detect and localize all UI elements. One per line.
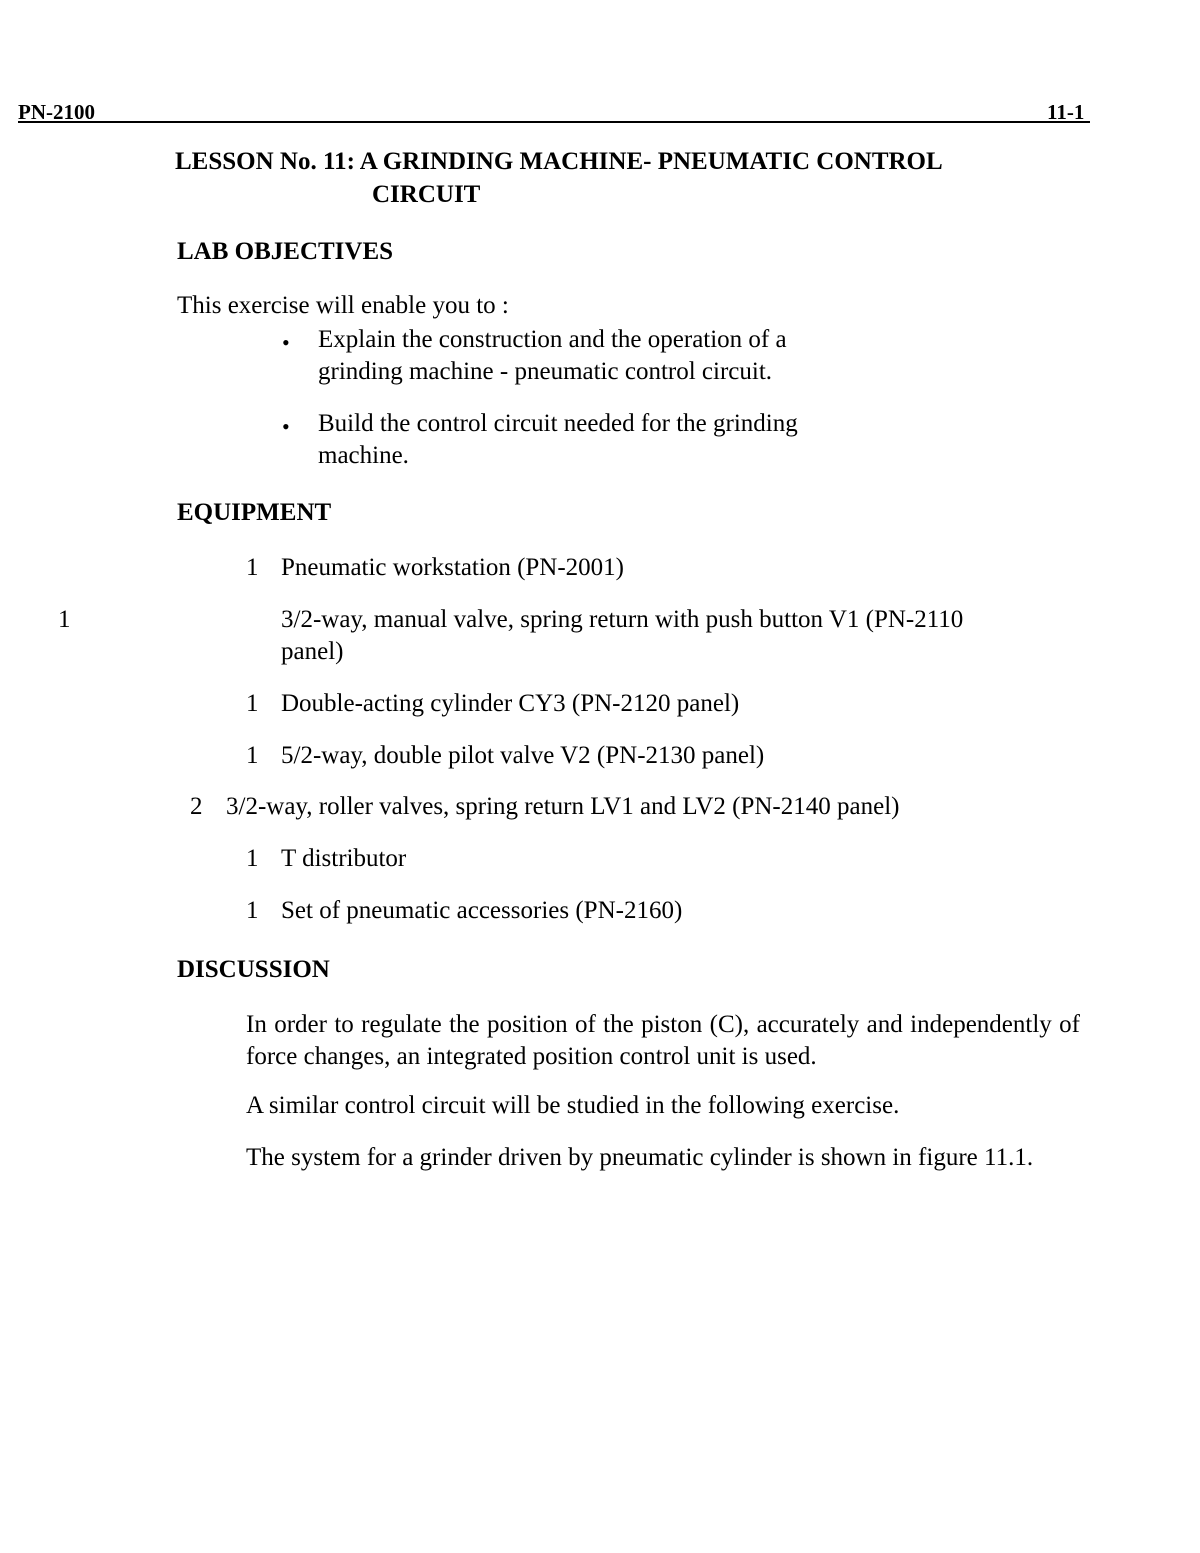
objective-1-line-1: Explain the construction and the operation of a: [318, 326, 787, 353]
equipment-item: Pneumatic workstation (PN-2001): [281, 554, 625, 581]
objective-1-line-2: grinding machine - pneumatic control circuit.: [318, 358, 773, 385]
objective-2-line-2: machine.: [318, 442, 409, 469]
discussion-paragraph: The system for a grinder driven by pneumatic cylinder is shown in figure 11.1.: [246, 1144, 1034, 1171]
bullet-icon: •: [282, 414, 290, 439]
discussion-paragraph: In order to regulate the position of the piston (C), accurately and independently of force changes, an integrated position control unit is used.: [246, 1011, 1080, 1070]
lab-objectives-heading: LAB OBJECTIVES: [177, 238, 394, 265]
lesson-title-line-1: LESSON No. 11: A GRINDING MACHINE- PNEUMATIC CONTROL: [175, 148, 943, 175]
equipment-qty: 1: [246, 554, 259, 581]
equipment-item: 3/2-way, manual valve, spring return with push button V1 (PN-2110: [281, 606, 964, 633]
equipment-qty: 1: [246, 897, 259, 924]
equipment-item: 5/2-way, double pilot valve V2 (PN-2130 panel): [281, 742, 765, 769]
equipment-item: Double-acting cylinder CY3 (PN-2120 panel): [281, 690, 740, 717]
equipment-item: Set of pneumatic accessories (PN-2160): [281, 897, 683, 924]
equipment-item-continued: panel): [281, 638, 344, 665]
discussion-paragraph: A similar control circuit will be studied in the following exercise.: [246, 1092, 900, 1119]
equipment-item: 3/2-way, roller valves, spring return LV1 and LV2 (PN-2140 panel): [226, 793, 900, 820]
equipment-item: T distributor: [281, 845, 407, 872]
page-number: 11-1: [1047, 100, 1085, 124]
document-code: PN-2100: [18, 100, 95, 124]
equipment-qty: 1: [58, 606, 71, 633]
equipment-qty: 2: [190, 793, 203, 820]
equipment-heading: EQUIPMENT: [177, 499, 332, 526]
lesson-title-line-2: CIRCUIT: [372, 181, 481, 208]
equipment-qty: 1: [246, 742, 259, 769]
objective-2-line-1: Build the control circuit needed for the grinding: [318, 410, 798, 437]
bullet-icon: •: [282, 330, 290, 355]
header-rule: [18, 121, 1090, 123]
equipment-qty: 1: [246, 845, 259, 872]
objectives-intro: This exercise will enable you to :: [177, 292, 509, 319]
equipment-qty: 1: [246, 690, 259, 717]
discussion-heading: DISCUSSION: [177, 956, 330, 983]
